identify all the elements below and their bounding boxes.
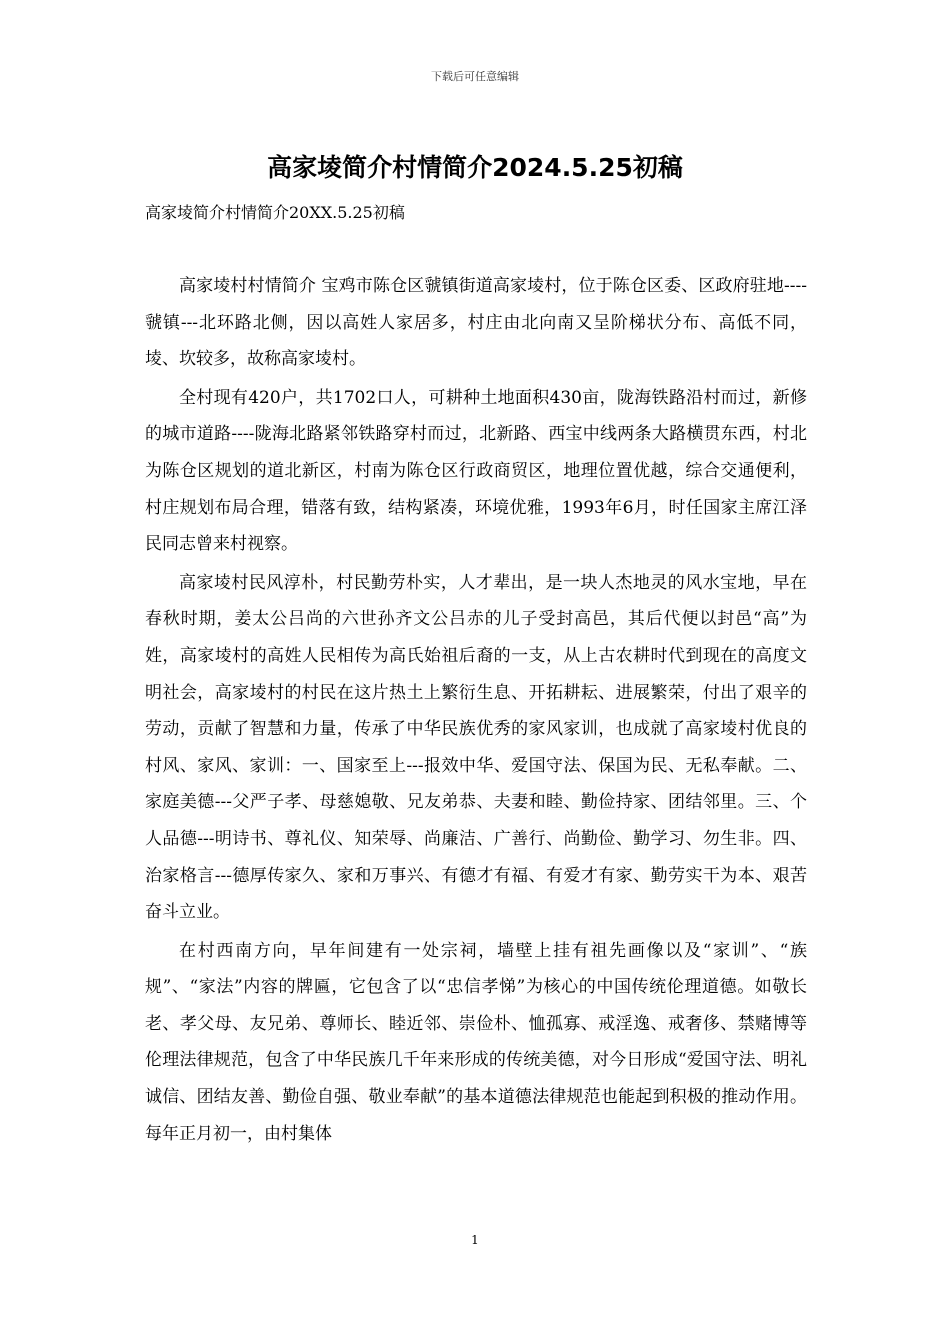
paragraph-population: 全村现有420户，共1702口人，可耕种土地面积430亩，陇海铁路沿村而过，新修的城市道路----陇海北路紧邻铁路穿村而过，北新路、西宝中线两条大路横贯东西，村北为陈仓区规划的道北新区，村南为陈仓区行政商贸区，地理位置优越，综合交通便利，村庄规划布局合理，错落有致，结构紧凑，环境优雅，1993年6月，时任国家主席江泽民同志曾来村视察。 xyxy=(145,387,807,555)
document-body xyxy=(145,268,807,1154)
document-title: 高家堎简介村情简介2024.5.25初稿 xyxy=(267,153,683,182)
paragraph-culture: 高家堎村民风淳朴，村民勤劳朴实，人才辈出，是一块人杰地灵的风水宝地，早在春秋时期，姜太公吕尚的六世孙齐文公吕赤的儿子受封高邑，其后代便以封邑“高”为姓，高家堎村的高姓人民相传为高氏始祖后裔的一支，从上古农耕时代到现在的高度文明社会，高家堎村的村民在这片热土上繁衍生息、开拓耕耘、进展繁荣，付出了艰辛的劳动，贡献了智慧和力量，传承了中华民族优秀的家风家训，也成就了高家堎村优良的村风、家风、家训：一、国家至上---报效中华、爱国守法、保国为民、无私奉献。二、家庭美德---父严子孝、母慈媳敬、兄友弟恭、夫妻和睦、勤俭持家、团结邻里。三、个人品德---明诗书、尊礼仪、知荣辱、尚廉洁、广善行、尚勤俭、勤学习、勿生非。四、治家格言---德厚传家久、家和万事兴、有德才有福、有爱才有家、勤劳实干为本、艰苦奋斗立业。 xyxy=(145,572,807,923)
header-note: 下载后可任意编辑 xyxy=(431,70,519,83)
paragraph-ancestral-hall: 在村西南方向，早年间建有一处宗祠，墙壁上挂有祖先画像以及“家训”、“族规”、“家法”内容的牌匾，它包含了以“忠信孝悌”为核心的中国传统伦理道德。如敬长老、孝父母、友兄弟、尊师长、睦近邻、崇俭朴、恤孤寡、戒淫逸、戒奢侈、禁赌博等伦理法律规范，包含了中华民族几千年来形成的传统美德，对今日形成“爱国守法、明礼诚信、团结友善、勤俭自强、敬业奉献”的基本道德法律规范也能起到积极的推动作用。每年正月初一，由村集体 xyxy=(145,940,807,1144)
document-subtitle: 高家堎简介村情简介20XX.5.25初稿 xyxy=(145,203,405,222)
paragraph-intro: 高家堎村村情简介 宝鸡市陈仓区虢镇街道高家堎村，位于陈仓区委、区政府驻地----虢镇---北环路北侧，因以高姓人家居多，村庄由北向南又呈阶梯状分布、高低不同，堎、坎较多，故称高家堎村。 xyxy=(145,276,807,370)
page-number: 1 xyxy=(471,1233,479,1247)
